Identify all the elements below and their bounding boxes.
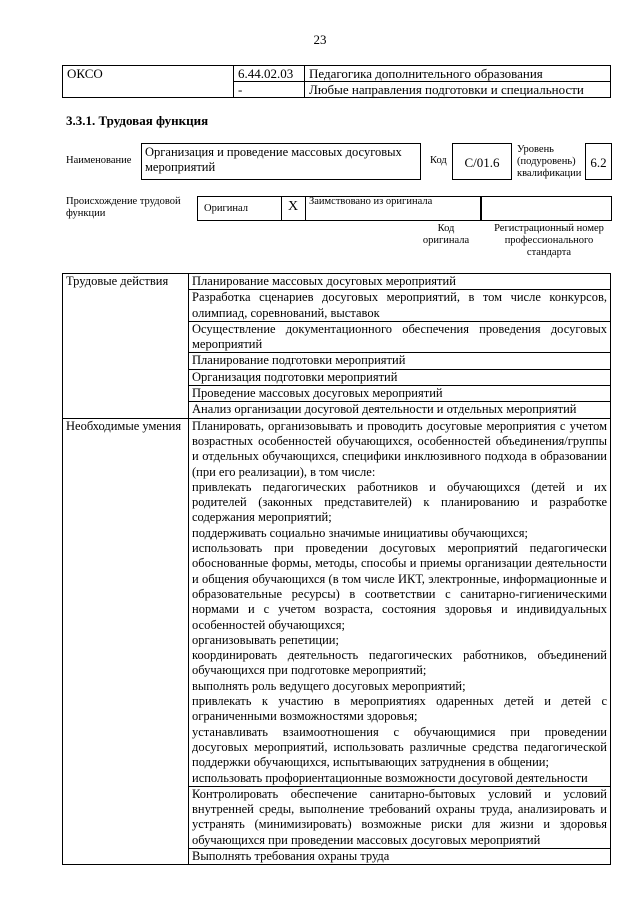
labor-action-item: Планирование массовых досуговых мероприятий <box>189 274 611 290</box>
okso-label: ОКСО <box>63 66 234 98</box>
orig-code-caption: Код оригинала <box>422 223 470 246</box>
function-code: С/01.6 <box>452 143 512 180</box>
skill-line: привлекать к участию в мероприятиях одаренных детей и детей с ограниченными возможностями здоровья; <box>192 694 607 724</box>
skill-line: использовать при проведении досуговых мероприятий педагогически обоснованные формы, методы, способы и приемы организации деятельности и общения обучающихся (в том числе ИКТ, электронные, информационные и образовательные ресурсы) в соответствии с санитарно-гигиеническими нормами и с учетом возраста, состояния здоровья и индивидуальных особенностей обучающихся; <box>192 541 607 632</box>
table-row <box>63 418 611 786</box>
level-label: Уровень (подуровень) квалификации <box>517 144 582 179</box>
labor-actions-category: Трудовые действия <box>63 274 189 419</box>
borrowed-label: Заимствовано из оригинала <box>309 196 433 207</box>
skill-line: Планировать, организовывать и проводить досуговые мероприятия с учетом возрастных особенностей обучающихся, особенностей объединения/группы и отдельных обучающихся, специфики инклюзивного подхода в образовании (при его реализации), в том числе: <box>192 418 607 479</box>
reg-number-box <box>481 196 612 221</box>
skill-line: выполнять роль ведущего досуговых мероприятий; <box>192 678 466 693</box>
origin-divider <box>305 196 306 221</box>
page-number: 23 <box>313 32 327 47</box>
okso-name: Любые направления подготовки и специальности <box>305 82 611 98</box>
function-name: Организация и проведение массовых досуговых мероприятий <box>141 143 421 180</box>
okso-code: - <box>234 82 305 98</box>
skill-line: организовывать репетиции; <box>192 632 339 647</box>
okso-table <box>62 65 611 98</box>
section-heading: 3.3.1. Трудовая функция <box>66 113 209 128</box>
skills-block-1 <box>189 418 611 786</box>
labor-function-table <box>62 273 611 865</box>
skills-block-2: Контролировать обеспечение санитарно-бытовых условий и условий внутренней среды, выполнение требований охраны труда, анализировать и устранять (минимизировать) возможные риски для жизни и здоровья обучающихся при проведении массовых досуговых мероприятий <box>189 786 611 848</box>
labor-action-item: Анализ организации досуговой деятельности и отдельных мероприятий <box>189 402 611 418</box>
reg-number-caption: Регистрационный номер профессионального стандарта <box>494 223 604 258</box>
origin-label: Происхождение трудовой функции <box>66 196 181 219</box>
table-row <box>63 274 611 290</box>
labor-action-item: Проведение массовых досуговых мероприятий <box>189 386 611 402</box>
table-row <box>63 66 611 82</box>
skill-line: поддерживать социально значимые инициативы обучающихся; <box>192 525 528 540</box>
labor-action-item: Осуществление документационного обеспечения проведения досуговых мероприятий <box>189 321 611 353</box>
labor-action-item: Организация подготовки мероприятий <box>189 369 611 385</box>
okso-name: Педагогика дополнительного образования <box>305 66 611 82</box>
skill-line: координировать деятельность педагогических работников, объединений обучающихся при подготовке мероприятий; <box>192 648 607 678</box>
original-label: Оригинал <box>204 203 248 214</box>
skills-block-3: Выполнять требования охраны труда <box>189 848 611 864</box>
okso-code: 6.44.02.03 <box>234 66 305 82</box>
skills-category: Необходимые умения <box>63 418 189 865</box>
skill-line: привлекать педагогических работников и обучающихся (детей и их родителей (законных представителей) к планированию и разработке содержания мероприятий; <box>192 479 607 525</box>
name-label: Наименование <box>66 155 132 166</box>
original-mark: X <box>287 199 299 214</box>
skill-line: устанавливать взаимоотношения с обучающимися при проведении досуговых мероприятий, использовать различные средства педагогической поддержки обучающихся, испытывающих затруднения в общении; <box>192 724 607 770</box>
labor-action-item: Планирование подготовки мероприятий <box>189 353 611 369</box>
code-label: Код <box>430 155 447 166</box>
labor-action-item: Разработка сценариев досуговых мероприятий, в том числе конкурсов, олимпиад, соревнований, выставок <box>189 290 611 322</box>
skill-line: использовать профориентационные возможности досуговой деятельности <box>192 770 588 785</box>
level-value: 6.2 <box>585 143 612 180</box>
